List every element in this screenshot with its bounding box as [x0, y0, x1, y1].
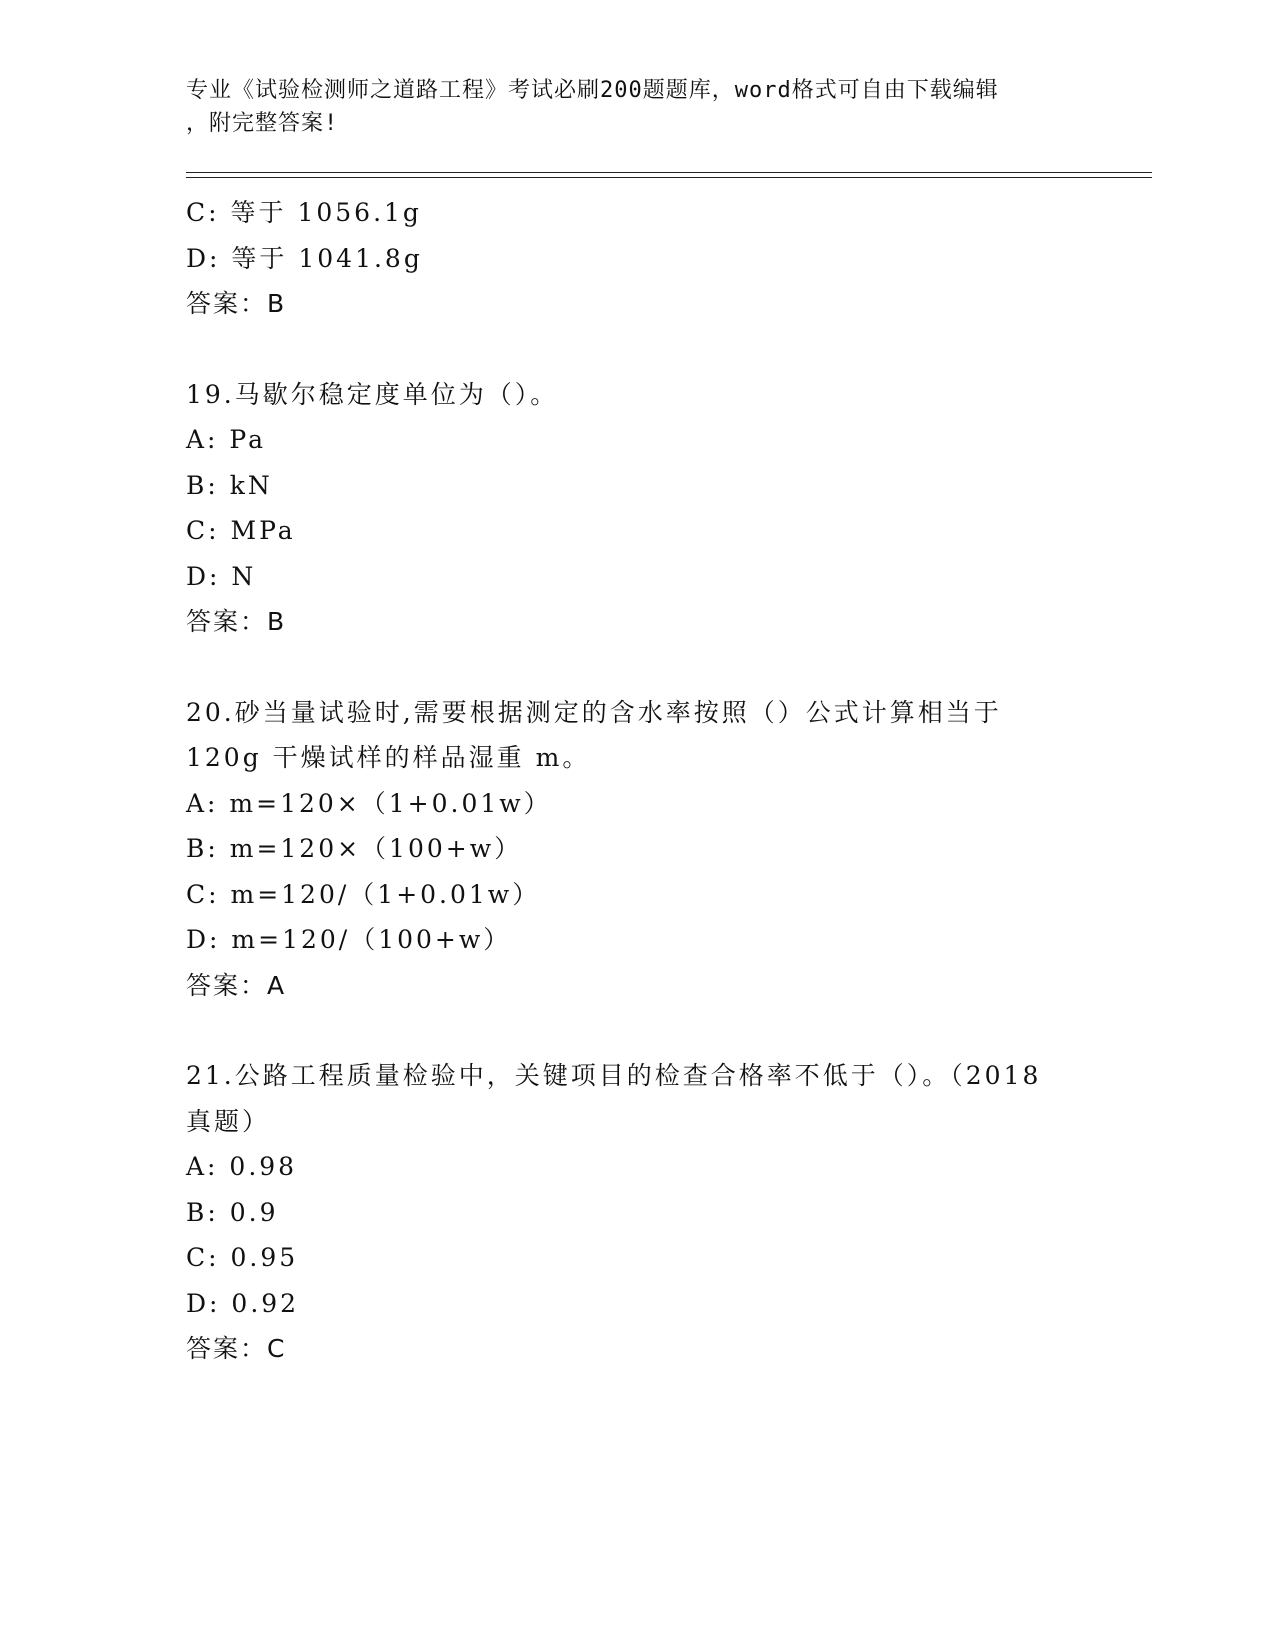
option-c: C: 等于 1056.1g [186, 198, 422, 227]
option-b: B: m=120×（100+w） [186, 834, 523, 863]
option-d: D: m=120/（100+w） [186, 925, 512, 954]
header-rule-top [186, 172, 1152, 173]
question-stem-line-2: 真题） [186, 1106, 271, 1136]
spacer [186, 1008, 1086, 1053]
option-a: A: 0.98 [186, 1152, 298, 1181]
spacer [186, 645, 1086, 690]
option-d: D: N [186, 561, 257, 591]
option-d: D: 等于 1041.8g [186, 243, 423, 273]
header-line-1: 专业《试验检测师之道路工程》考试必刷200题题库，word格式可自由下载编辑 [186, 78, 999, 103]
answer: 答案：B [186, 289, 287, 318]
answer: 答案：A [186, 970, 287, 1000]
question-19 [186, 372, 1086, 645]
question-stem-line-1: 21.公路工程质量检验中，关键项目的检查合格率不低于（）。（2018 [186, 1061, 1042, 1090]
option-a: A: m=120×（1+0.01w） [186, 788, 552, 818]
document-body [186, 190, 1086, 1372]
option-c: C: m=120/（1+0.01w） [186, 879, 541, 909]
question-stem-line-1: 20.砂当量试验时,需要根据测定的含水率按照（）公式计算相当于 [186, 697, 1002, 727]
option-b: B: 0.9 [186, 1197, 279, 1227]
option-b: B: kN [186, 470, 273, 500]
header-rule-bottom [186, 177, 1152, 178]
option-c: C: 0.95 [186, 1243, 299, 1272]
option-d: D: 0.92 [186, 1288, 300, 1318]
option-a: A: Pa [186, 425, 267, 454]
document-header [186, 74, 1066, 140]
option-c: C: MPa [186, 516, 296, 545]
spacer [186, 327, 1086, 372]
answer: 答案：B [186, 607, 287, 636]
answer: 答案：C [186, 1334, 287, 1363]
previous-question-tail [186, 190, 1086, 327]
question-stem: 19.马歇尔稳定度单位为（）。 [186, 379, 559, 409]
question-stem-line-2: 120g 干燥试样的样品湿重 m。 [186, 743, 591, 772]
question-21 [186, 1053, 1086, 1372]
header-line-2: ，附完整答案! [186, 111, 339, 136]
question-20 [186, 690, 1086, 1009]
